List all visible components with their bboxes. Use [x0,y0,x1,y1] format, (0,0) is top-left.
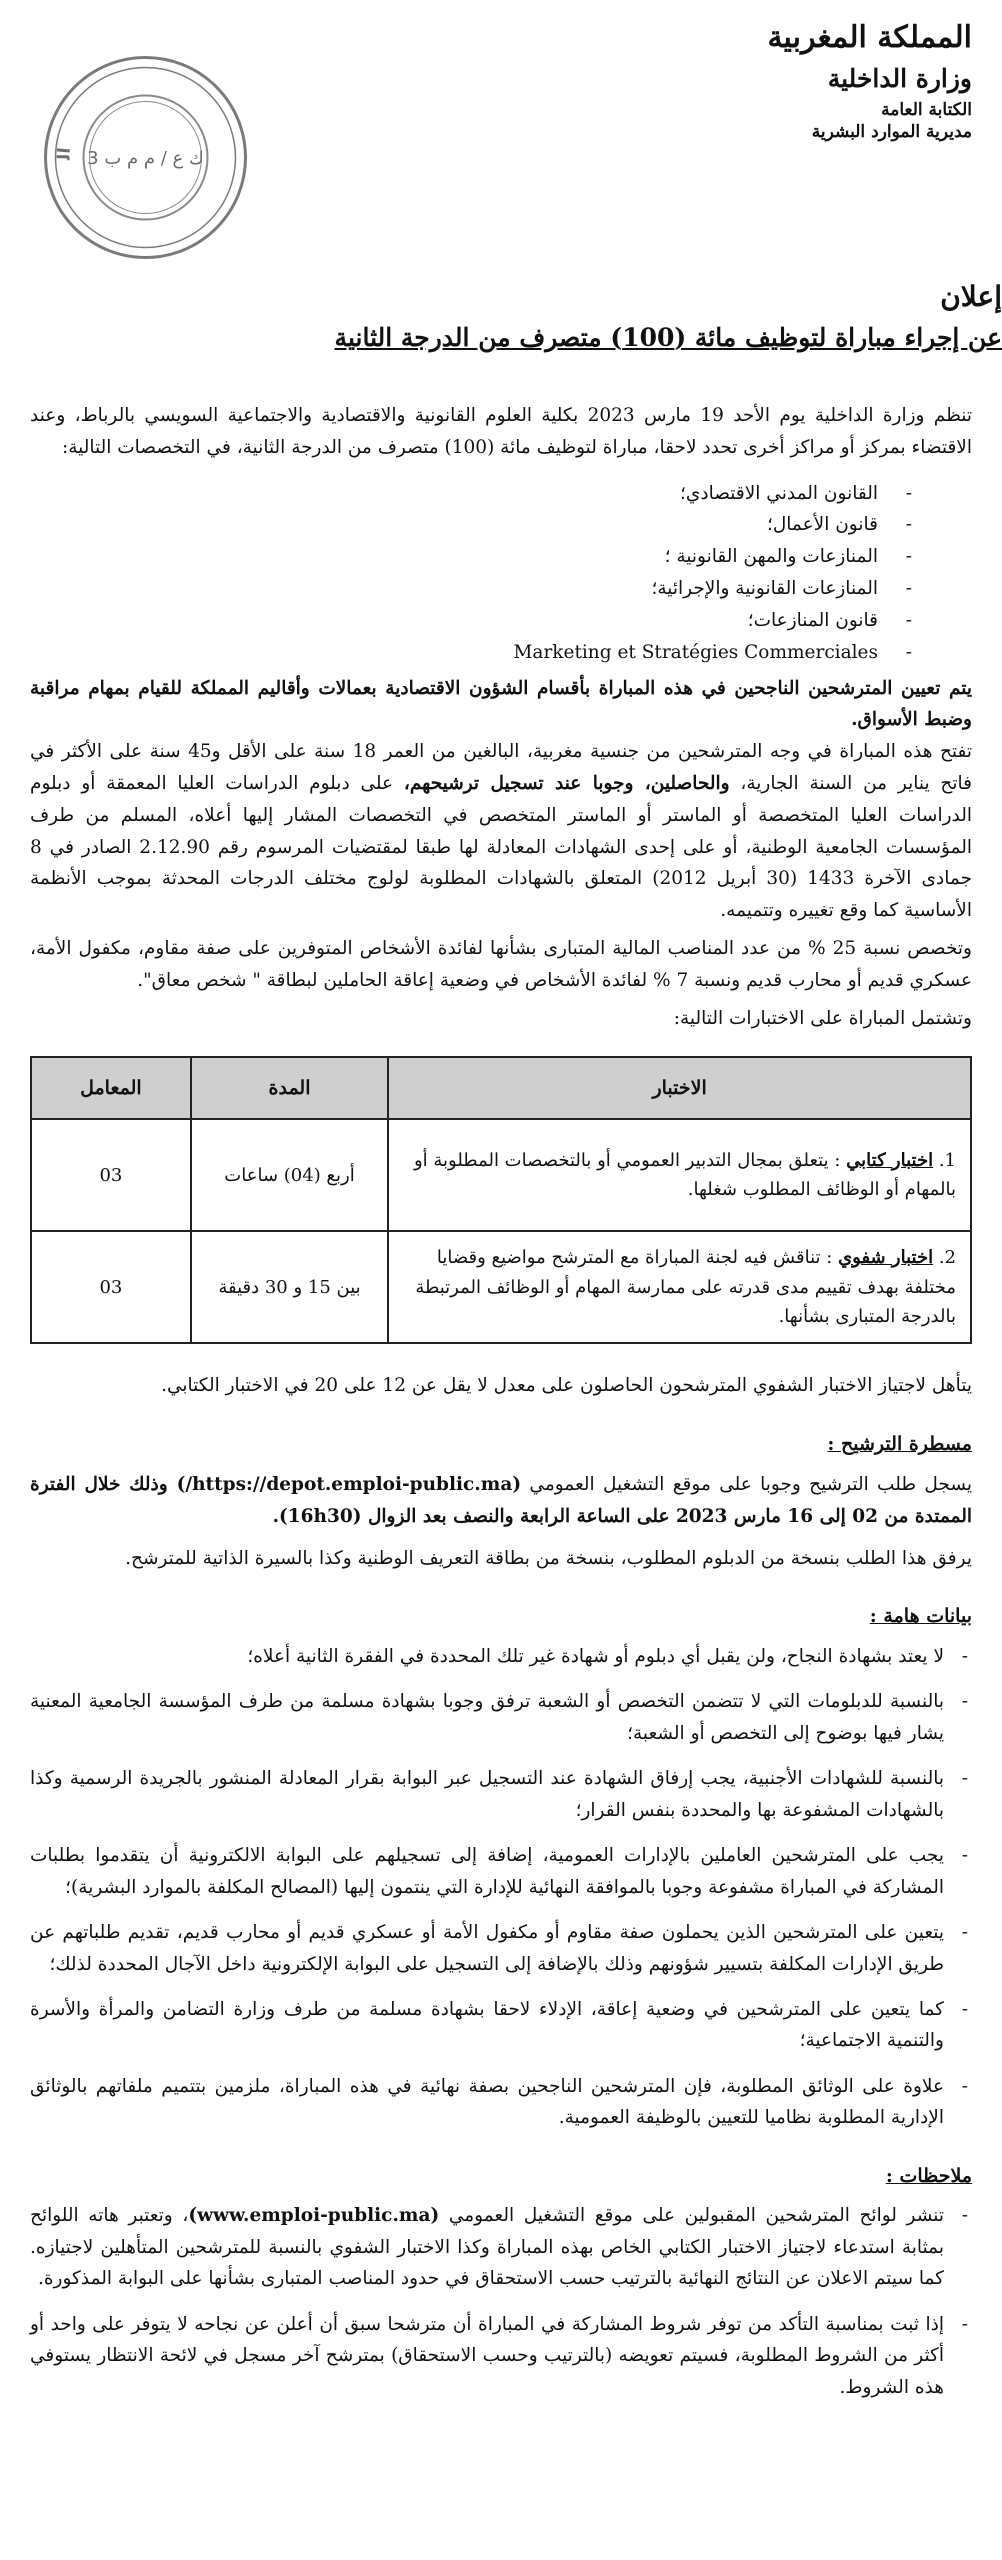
attachments-paragraph: يرفق هذا الطلب بنسخة من الدبلوم المطلوب، بنسخة من بطاقة التعريف الوطنية وكذا بالسيرة الذاتية للمترشح. [125,1547,972,1569]
notes-list [30,2200,972,2403]
exam-coefficient: 03 [31,1119,191,1231]
exam-duration: بين 15 و 30 دقيقة [191,1231,388,1343]
stamp-seal-icon [38,50,253,265]
eligibility-part1: تفتح هذه المباراة في وجه المترشحين من جنسية مغربية، البالغين من العمر 18 سنة على الأقل و45 سنة على الأكثر في فاتح يناير من السنة الجارية، [30,741,972,794]
note1-part2: ، وتعتبر هاته اللوائح بمثابة استدعاء لاجتياز الاختبار الكتابي الخاص بهذه المباراة وكذا الاختبار الشفوي بالنسبة للمترشحين المتأهلين لاجتيازه. كما سيتم الاعلان عن النتائج النهائية بالترتيب حسب الاستحقاق في حدود المناصب المتبارى بشأنها على البوابة المذكورة. [30,2205,944,2290]
oral-qualification-paragraph: يتأهل لاجتياز الاختبار الشفوي المترشحون الحاصلون على معدل لا يقل عن 12 على 20 في الاختبار الكتابي. [161,1375,972,1397]
list-item: - علاوة على الوثائق المطلوبة، فإن المترشحين الناجحين بصفة نهائية في هذه المباراة، ملزمين بتتميم ملفاتهم بالوثائق الإدارية المطلوبة نظاميا للتعيين بالوظيفة العمومية. [30,2071,972,2134]
directorate-name: مديرية الموارد البشرية [811,121,972,142]
exam-coefficient: 03 [31,1231,191,1343]
official-stamp [38,50,253,265]
note1-part1: تنشر لوائح المترشحين المقبولين على موقع التشغيل العمومي [439,2205,944,2227]
eligibility-paragraph [30,736,972,927]
svg-text:ك ع / م م ب 3: ك ع / م م ب 3 [87,148,204,169]
specialty-item: - قانون المنازعات؛ [30,605,912,637]
exam-name: اختبار شفوي [838,1246,934,1268]
application-part1: يسجل طلب الترشيح وجوبا على موقع التشغيل العمومي [521,1473,972,1495]
column-header-exam: الاختبار [388,1057,971,1119]
list-item: - يجب على المترشحين العاملين بالإدارات العمومية، إضافة إلى تسجيلهم على البوابة الالكترونية أن يتقدموا بطلبات المشاركة في المباراة مشفوعة وجوبا بالموافقة النهائية للإدارة التي ينتمون إليها (المصالح المكلفة بالموارد البشرية)؛ [30,1840,972,1903]
exam-cell [388,1119,971,1231]
application-period: وذلك خلال الفترة الممتدة من 02 إلى 16 مارس 2023 على الساعة الرابعة والنصف بعد الزوال (16h30). [30,1473,972,1527]
application-url[interactable]: (https://depot.emploi-public.ma/) [176,1473,522,1495]
important-heading: بيانات هامة : [869,1605,972,1628]
list-item: - يتعين على المترشحين الذين يحملون صفة مقاوم أو مكفول الأمة أو عسكري قديم أو محارب قديم، تقديم طلباتهم عن طريق الإدارات المكلفة بتسيير شؤونهم وذلك بالإضافة إلى التسجيل على البوابة الإلكترونية داخل الآجال المحددة لذلك؛ [30,1917,972,1980]
exam-cell [388,1231,971,1343]
exam-description: : يتعلق بمجال التدبير العمومي أو بالتخصصات المطلوبة أو بالمهام أو الوظائف المطلوب شغلها. [413,1149,956,1201]
exam-duration: أربع (04) ساعات [191,1119,388,1231]
eligibility-bold: والحاصلين، وجوبا عند تسجيل ترشيحهم، [403,772,730,794]
exam-number: 2. [938,1246,956,1268]
table-row [31,1119,971,1231]
ministry-name: وزارة الداخلية [827,64,972,93]
title-block [0,280,1002,352]
application-paragraph [30,1469,972,1533]
specialties-list [30,478,912,669]
list-item: - بالنسبة للشهادات الأجنبية، يجب إرفاق الشهادة عند التسجيل عبر البوابة بقرار المعادلة المنشور بالجريدة الرسمية وكذا بالشهادات المشفوعة بها والمحددة بنفس القرار؛ [30,1763,972,1826]
table-row [31,1231,971,1343]
letterhead [642,18,972,142]
announcement-body [30,400,972,2417]
exam-number: 1. [938,1149,956,1171]
specialty-item: - Marketing et Stratégies Commerciales [30,637,912,669]
list-item: - لا يعتد بشهادة النجاح، ولن يقبل أي دبلوم أو شهادة غير تلك المحددة في الفقرة الثانية أعلاه؛ [30,1641,972,1672]
exams-table-wrapper [30,1056,972,1344]
column-header-coefficient: المعامل [31,1057,191,1119]
list-item: - كما يتعين على المترشحين في وضعية إعاقة، الإدلاء لاحقا بشهادة مسلمة من طرف وزارة التضامن والمرأة والأسرة والتنمية الاجتماعية؛ [30,1994,972,2057]
specialty-item: - المنازعات والمهن القانونية ؛ [30,541,912,573]
intro-paragraph: تنظم وزارة الداخلية يوم الأحد 19 مارس 2023 بكلية العلوم القانونية والاقتصادية والاجتماعية السويسي بالرباط، وعند الاقتضاء بمركز أو مراكز أخرى تحدد لاحقا، مباراة لتوظيف مائة (100) متصرف من الدرجة الثانية، في التخصصات التالية: [30,405,972,458]
assignment-paragraph: يتم تعيين المترشحين الناجحين في هذه المباراة بأقسام الشؤون الاقتصادية بعمالات وأقاليم المملكة للقيام بمهام مراقبة وضبط الأسواق. [30,677,972,731]
list-item: - إذا ثبت بمناسبة التأكد من توفر شروط المشاركة في المباراة أن مترشحا سبق أن أعلن عن نجاحه لا يتوفر على واحد أو أكثر من الشروط المطلوبة، فسيتم تعويضه (بالترتيب وحسب الاستحقاق) بمترشح آخر مسجل في لائحة الانتظار يستوفي هذه الشروط. [30,2309,972,2403]
kingdom-name: المملكة المغربية [767,20,972,55]
table-header-row [31,1057,971,1119]
note1-url[interactable]: (www.emploi-public.ma) [188,2205,440,2227]
list-item: - بالنسبة للدبلومات التي لا تتضمن التخصص أو الشعبة ترفق وجوبا بشهادة مسلمة من طرف المؤسسة الجامعية المعنية يشار فيها بوضوح إلى التخصص أو الشعبة؛ [30,1686,972,1749]
announcement-title: إعلان [940,280,1002,313]
specialty-item: - قانون الأعمال؛ [30,509,912,541]
notes-heading: ملاحظات : [885,2164,972,2187]
column-header-duration: المدة [191,1057,388,1119]
exams-table [30,1056,972,1344]
list-item [30,2200,972,2294]
quota-paragraph: وتخصص نسبة 25 % من عدد المناصب المالية المتبارى بشأنها لفائدة الأشخاص المتوفرين على صفة مقاوم، مكفول الأمة، عسكري قديم أو محارب قديم ونسبة 7 % لفائدة الأشخاص في وضعية إعاقة الحاملين لبطاقة " شخص معاق". [30,938,972,991]
eligibility-part2: على دبلوم الدراسات العليا المعمقة أو دبلوم الدراسات العليا المتخصصة أو الماستر أو الماستر المتخصص في التخصصات المشار إليها أعلاه، المسلم من طرف المؤسسات الجامعية الوطنية، أو على إحدى الشهادات المعادلة لها طبقا لمقتضيات المرسوم رقم 2.12.90 الصادر في 8 جمادى الآخرة 1433 (30 أبريل 2012) المتعلق بالشهادات المطلوبة لولوج مختلف الدرجات المحدثة بموجب الأنظمة الأساسية كما وقع تغييره وتتميمه. [30,772,972,922]
svg-text:المملكة المغربية • وزارة الداخ: ال [54,146,76,161]
application-heading: مسطرة الترشيح : [827,1433,972,1456]
specialty-item: - القانون المدني الاقتصادي؛ [30,478,912,510]
important-list [30,1641,972,2134]
specialty-item: - المنازعات القانونية والإجرائية؛ [30,573,912,605]
exams-intro: وتشتمل المباراة على الاختبارات التالية: [673,1007,972,1029]
general-secretariat: الكتابة العامة [881,99,972,120]
exam-description: : تناقش فيه لجنة المباراة مع المترشح مواضيع وقضايا مختلفة بهدف تقييم مدى قدرته على ممارسة المهام أو الوظائف المرتبطة بالدرجة المتبارى بشأنها. [415,1246,956,1328]
announcement-subtitle: عن إجراء مباراة لتوظيف مائة (100) متصرف من الدرجة الثانية [334,323,1002,352]
exam-name: اختبار كتابي [846,1149,934,1171]
